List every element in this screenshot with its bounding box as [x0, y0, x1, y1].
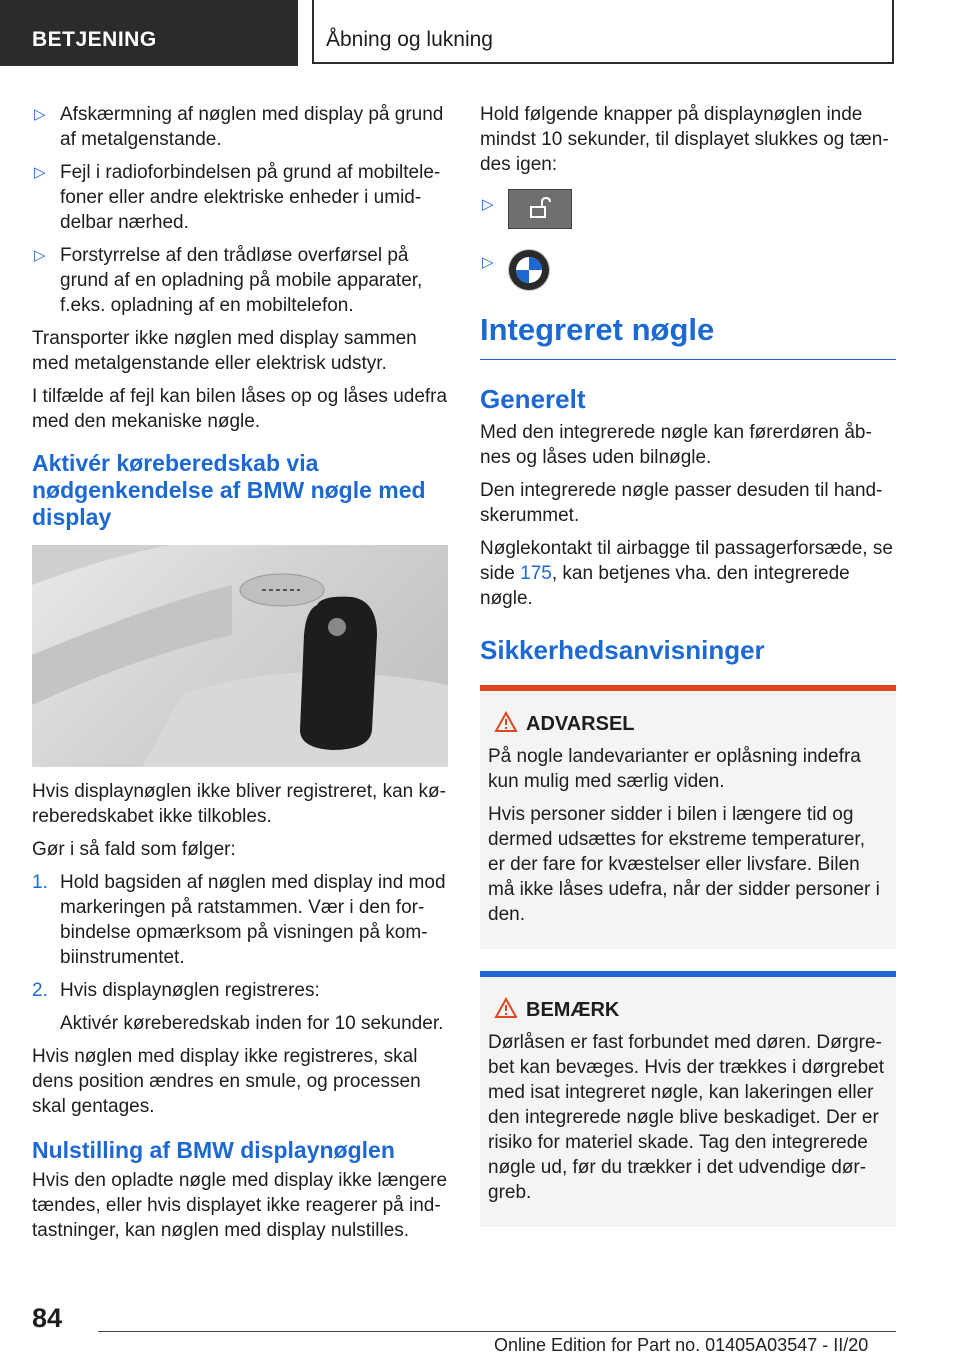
heading-general: Generelt: [480, 384, 586, 414]
triangle-right-icon: ▷: [34, 164, 46, 181]
step-item: 1. Hold bagsiden af nøglen med display ind mod markeringen på ratstammen. Vær i den forbindelse opmærksom på visningen på kombiinstrumentet.: [32, 872, 446, 968]
header-chapter-label: Åbning og lukning: [326, 28, 493, 51]
header-section-label: BETJENING: [32, 28, 157, 51]
header-section-tab: [0, 0, 298, 66]
triangle-right-icon: ▷: [482, 196, 494, 213]
unlock-icon: [508, 189, 572, 229]
step-sub: Aktivér køreberedskab inden for 10 sekunder.: [60, 1013, 444, 1034]
paragraph: I tilfælde af fejl kan bilen låses op og låses udefra med den mekaniske nøgle.: [32, 386, 448, 432]
notice-box: [480, 971, 896, 1227]
warning-title: ADVARSEL: [488, 713, 884, 736]
footer-divider: [98, 1331, 896, 1332]
heading-reset: Nulstilling af BMW displaynøglen: [32, 1137, 395, 1163]
paragraph: Nøglekontakt til airbagge til passagerforsæde, se side 175, kan betjenes vha. den integrerede nøgle.: [480, 538, 893, 609]
button-logo-item: [480, 249, 896, 293]
bullet-item: ▷ Forstyrrelse af den trådløse overførsel på grund af en opladning på mobile apparater, f.eks. opladning af en mobiltelefon.: [34, 245, 423, 316]
triangle-right-icon: ▷: [482, 254, 494, 271]
page-number: 84: [32, 1303, 63, 1333]
paragraph: Hvis displaynøglen ikke bliver registreret, kan køreberedskabet ikke tilkobles.: [32, 781, 446, 827]
key-illustration: [32, 545, 448, 767]
right-column: [480, 102, 896, 1227]
left-column: [32, 102, 448, 1251]
warning-text: Hvis personer sidder i bilen i længere tid og dermed udsættes for ekstreme temperaturer, er der fare for kvæstelser eller livsfare. Bilen må ikke låses udefra, når der sidder personer i den.: [488, 804, 880, 925]
heading-integrated-key: Integreret nøgle: [480, 311, 896, 360]
key-photo-icon: [32, 545, 448, 767]
paragraph: Gør i så fald som følger:: [32, 839, 236, 860]
paragraph: Med den integrerede nøgle kan førerdøren åbnes og låses uden bilnøgle.: [480, 422, 872, 468]
bmw-logo-icon: [508, 249, 550, 291]
footer-edition: Online Edition for Part no. 01405A03547 - II/20: [494, 1335, 869, 1355]
warning-text: På nogle landevarianter er oplåsning indefra kun mulig med særlig viden.: [488, 746, 861, 792]
heading-activate: Aktivér køreberedskab via nødgenkendelse af BMW nøgle med display: [32, 450, 426, 530]
bullet-item: ▷ Afskærmning af nøglen med display på grund af metalgenstande.: [34, 104, 444, 150]
header-chapter-tab: [312, 0, 894, 64]
heading-safety: Sikkerhedsanvisninger: [480, 635, 765, 665]
warning-triangle-icon: [494, 997, 518, 1019]
notice-text: Dørlåsen er fast forbundet med døren. Dørgrebet kan bevæges. Hvis der trækkes i dørgrebet med isat integreret nøgle, kan lakeringen eller den integrerede nøgle blive beskadiget. Der er risiko for materiel skade. Tag den integrerede nøgle ud, før du trækker i det udvendige dørgreb.: [488, 1032, 885, 1203]
paragraph: Transporter ikke nøglen med display sammen med metalgenstande eller elektrisk udstyr.: [32, 328, 417, 374]
paragraph: Hvis den opladte nøgle med display ikke længere tændes, eller hvis displayet ikke reagerer på indtastninger, kan nøglen med display nulstilles.: [32, 1170, 448, 1241]
warning-triangle-icon: [494, 711, 518, 733]
page-link[interactable]: 175: [520, 563, 552, 584]
bullet-item: ▷ Fejl i radioforbindelsen på grund af mobiltelefoner eller andre elektriske enheder i umiddelbar nærhed.: [34, 162, 441, 233]
paragraph: Hold følgende knapper på displaynøglen inde mindst 10 sekunder, til displayet slukkes og tændes igen:: [480, 104, 889, 175]
step-item: 2. Hvis displaynøglen registreres:: [32, 980, 320, 1001]
button-lock-item: [480, 191, 896, 235]
triangle-right-icon: ▷: [34, 106, 46, 123]
triangle-right-icon: ▷: [34, 247, 46, 264]
notice-title: BEMÆRK: [488, 999, 884, 1022]
paragraph: Hvis nøglen med display ikke registreres, skal dens position ændres en smule, og processen skal gentages.: [32, 1046, 421, 1117]
warning-box: [480, 685, 896, 949]
paragraph: Den integrerede nøgle passer desuden til handskerummet.: [480, 480, 883, 526]
